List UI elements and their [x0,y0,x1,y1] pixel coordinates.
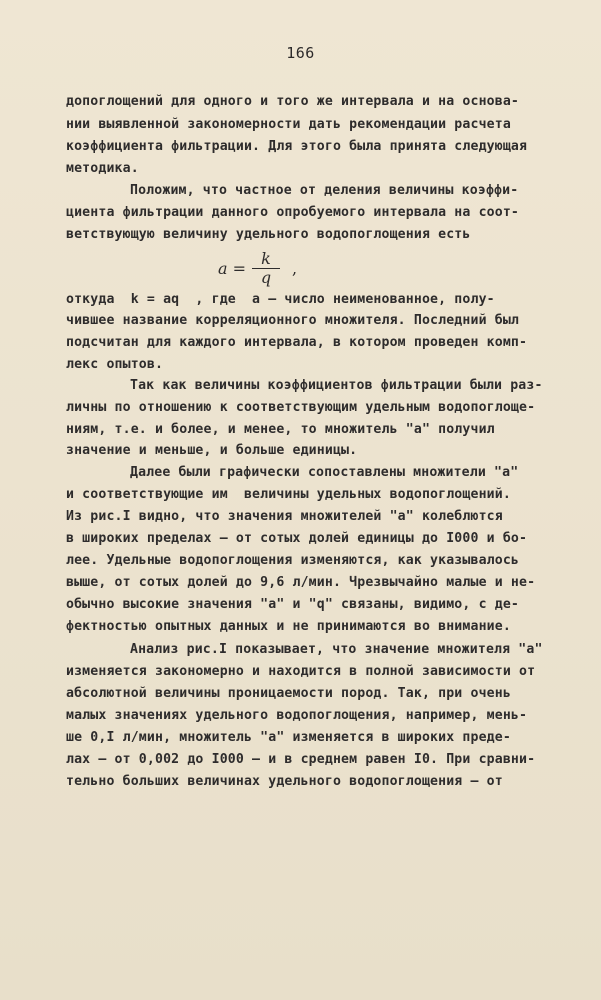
text-line: Из рис.I видно, что значения множителей "a" колеблются [66,509,503,524]
text-line: обычно высокие значения "a" и "q" связаны, видимо, с де- [66,597,520,612]
text-line: чившее название корреляционного множителя. Последний был [66,313,520,328]
text-line: Анализ рис.I показывает, что значение множителя "a" [130,642,543,657]
text-line: допоглощений для одного и того же интервала и на основа- [66,94,520,109]
text-line: личны по отношению к соответствующим удельным водопоглоще- [66,400,536,415]
text-line: лекс опытов. [66,357,164,372]
text-line: в широких пределах – от сотых долей единицы до I000 и бо- [66,531,528,546]
page-number: 166 [286,44,315,62]
formula-numerator: k [261,249,271,268]
text-line: абсолютной величины проницаемости пород. Так, при очень [66,686,511,701]
text-line: и соответствующие им величины удельных водопоглощений. [66,487,511,502]
text-line: выше, от сотых долей до 9,6 л/мин. Чрезвычайно малые и не- [66,575,536,590]
formula-comma: , [292,259,298,278]
text-line: малых значениях удельного водопоглощения, например, мень- [66,708,528,723]
text-line: фектностью опытных данных и не принимаются во внимание. [66,619,511,634]
text-line: ниям, т.е. и более, и менее, то множитель "a" получил [66,422,495,437]
text-line: тельно больших величинах удельного водопоглощения – от [66,774,503,789]
formula-lhs: a = [218,259,247,278]
text-line: нии выявленной закономерности дать рекомендации расчета [66,117,511,132]
text-line: коэффициента фильтрации. Для этого была принята следующая [66,139,528,154]
text-line: изменяется закономерно и находится в полной зависимости от [66,664,536,679]
text-line: Положим, что частное от деления величины коэффи- [130,183,519,198]
text-line: лее. Удельные водопоглощения изменяются, как указывалось [66,553,520,568]
text-line: откуда k = aq , где a – число неименованное, полу- [66,292,495,307]
text-line: Так как величины коэффициентов фильтрации были раз- [130,378,543,393]
text-line: циента фильтрации данного опробуемого интервала на соот- [66,205,520,220]
formula [218,250,338,286]
formula-fraction [252,250,280,286]
text-line: методика. [66,161,139,176]
text-line: значение и меньше, и больше единицы. [66,443,358,458]
formula-denominator: q [260,268,272,287]
text-line: ше 0,I л/мин, множитель "a" изменяется в широких преде- [66,730,511,745]
text-line: лах – от 0,002 до I000 – и в среднем равен I0. При сравни- [66,752,536,767]
text-line: Далее были графически сопоставлены множители "a" [130,465,519,480]
text-line: ветствующую величину удельного водопоглощения есть [66,227,471,242]
text-line: подсчитан для каждого интервала, в котором проведен комп- [66,335,528,350]
